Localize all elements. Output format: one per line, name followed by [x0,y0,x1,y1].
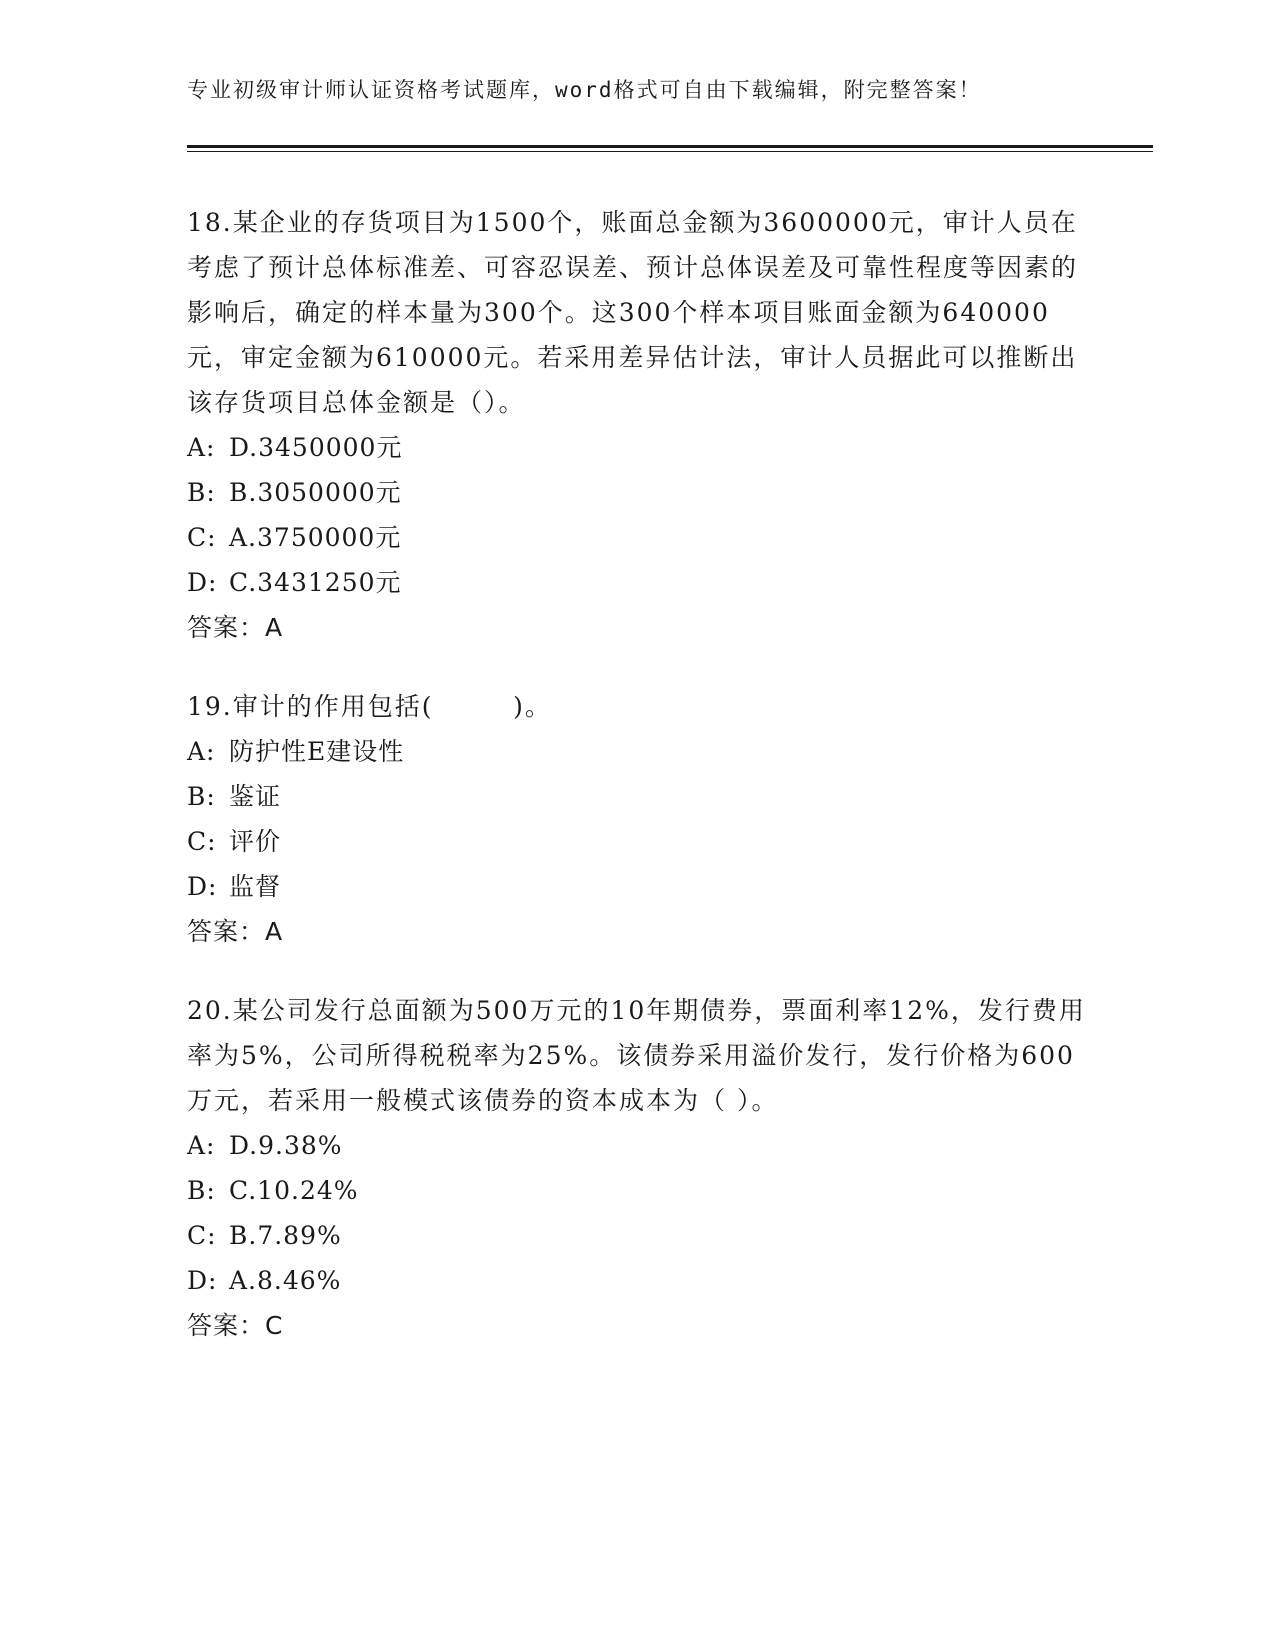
answer-line: 答案：C [187,1311,284,1340]
header-rule-thick [187,145,1153,148]
option-text: 鉴证 [229,782,282,811]
option-text: B.3050000元 [229,478,402,507]
option-key: A: [187,737,216,766]
option-key: B: [187,478,216,507]
option-key: C: [187,523,217,552]
question-stem: 18.某企业的存货项目为1500个，账面总金额为3600000元，审计人员在考虑了预计总体标准差、可容忍误差、预计总体误差及可靠性程度等因素的影响后，确定的样本量为300个。这300个样本项目账面金额为640000元，审定金额为610000元。若采用差异估计法，审计人员据此可以推断出该存货项目总体金额是（）。 [187,208,1079,417]
question-19 [187,684,1087,954]
header-rule-thin [187,151,1153,152]
question-list [187,200,1087,1382]
option-key: B: [187,782,216,811]
answer-line: 答案：A [187,917,284,946]
option-b [187,470,1087,515]
option-text: A.8.46% [229,1266,342,1295]
option-c [187,819,1087,864]
option-text: 评价 [229,827,282,856]
option-key: D: [187,568,218,597]
option-c [187,515,1087,560]
option-text: C.3431250元 [229,568,402,597]
option-a [187,425,1087,470]
option-a [187,1123,1087,1168]
option-b [187,1168,1087,1213]
question-20 [187,988,1087,1348]
option-key: B: [187,1176,216,1205]
option-d [187,560,1087,605]
answer-line: 答案：A [187,613,284,642]
option-c [187,1213,1087,1258]
page-header: 专业初级审计师认证资格考试题库，word格式可自由下载编辑，附完整答案！ [187,78,982,102]
option-d [187,864,1087,909]
option-a [187,729,1087,774]
option-text: A.3750000元 [229,523,402,552]
option-key: C: [187,827,217,856]
option-text: C.10.24% [229,1176,359,1205]
question-stem: 20.某公司发行总面额为500万元的10年期债券，票面利率12%，发行费用率为5%，公司所得税税率为25%。该债券采用溢价发行，发行价格为600万元，若采用一般模式该债券的资本成本为（ ）。 [187,996,1086,1115]
option-text: 监督 [229,872,282,901]
option-text: B.7.89% [229,1221,342,1250]
question-18 [187,200,1087,650]
option-text: 防护性E建设性 [229,737,405,766]
option-key: D: [187,872,218,901]
question-stem: 19.审计的作用包括( )。 [187,692,552,721]
option-key: C: [187,1221,217,1250]
option-key: A: [187,1131,216,1160]
option-b [187,774,1087,819]
option-d [187,1258,1087,1303]
option-text: D.3450000元 [229,433,403,462]
option-key: A: [187,433,216,462]
option-key: D: [187,1266,218,1295]
option-text: D.9.38% [229,1131,343,1160]
